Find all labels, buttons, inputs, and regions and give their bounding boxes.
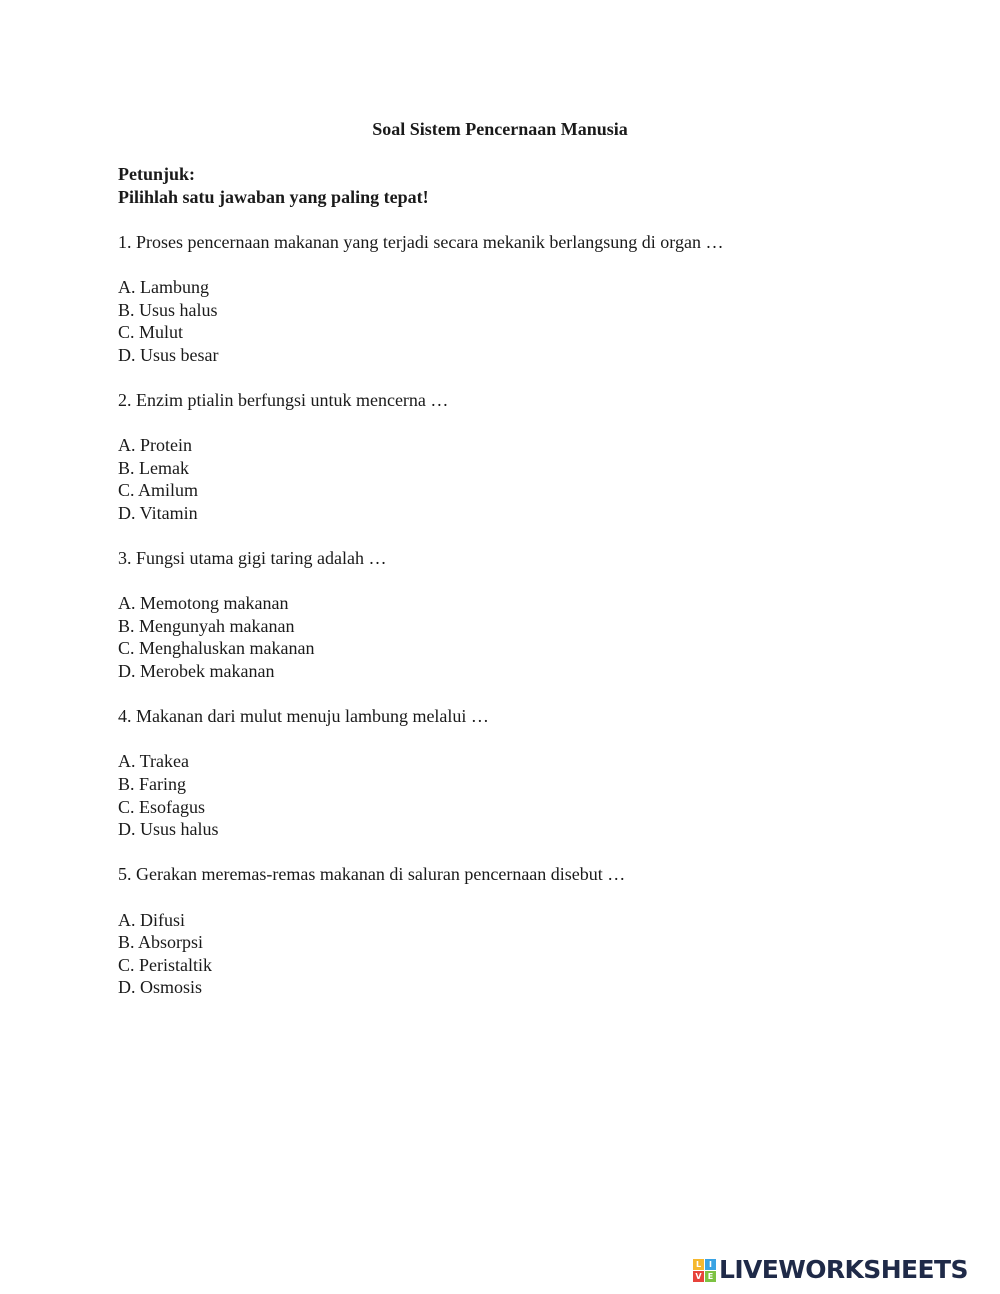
answer-option[interactable]: B. Mengunyah makanan bbox=[118, 615, 295, 636]
worksheet-content bbox=[118, 163, 958, 999]
answer-option[interactable]: D. Osmosis bbox=[118, 977, 203, 998]
answer-option[interactable]: B. Lemak bbox=[118, 457, 189, 478]
logo-tile-l: L bbox=[693, 1259, 704, 1270]
answer-option[interactable]: C. Peristaltik bbox=[118, 954, 212, 975]
logo-tile-v: V bbox=[693, 1271, 704, 1282]
logo-tile-e: E bbox=[705, 1271, 716, 1282]
instructions-heading: Petunjuk: bbox=[118, 164, 196, 184]
answer-option[interactable]: B. Faring bbox=[118, 774, 187, 795]
answer-option[interactable]: A. Trakea bbox=[118, 751, 189, 772]
question-text: 5. Gerakan meremas-remas makanan di saluran pencernaan disebut … bbox=[118, 864, 626, 885]
answer-option[interactable]: A. Lambung bbox=[118, 276, 209, 297]
logo-tile-i: I bbox=[705, 1259, 716, 1270]
answer-option[interactable]: B. Usus halus bbox=[118, 299, 218, 320]
answer-option[interactable]: D. Usus halus bbox=[118, 819, 219, 840]
answer-option[interactable]: C. Menghaluskan makanan bbox=[118, 638, 315, 659]
question-text: 1. Proses pencernaan makanan yang terjadi secara mekanik berlangsung di organ … bbox=[118, 231, 724, 252]
answer-option[interactable]: A. Protein bbox=[118, 435, 192, 456]
question-text: 4. Makanan dari mulut menuju lambung melalui … bbox=[118, 706, 489, 727]
answer-option[interactable]: C. Esofagus bbox=[118, 796, 205, 817]
worksheet-title: Soal Sistem Pencernaan Manusia bbox=[372, 119, 628, 139]
liveworksheets-logo-text: LIVEWORKSHEETS bbox=[719, 1255, 968, 1284]
answer-option[interactable]: C. Mulut bbox=[118, 322, 184, 343]
answer-option[interactable]: C. Amilum bbox=[118, 480, 199, 501]
answer-option[interactable]: D. Vitamin bbox=[118, 502, 198, 523]
answer-option[interactable]: D. Usus besar bbox=[118, 344, 219, 365]
question-text: 2. Enzim ptialin berfungsi untuk mencerna … bbox=[118, 389, 449, 410]
answer-option[interactable]: A. Difusi bbox=[118, 909, 185, 930]
answer-option[interactable]: A. Memotong makanan bbox=[118, 593, 289, 614]
question-text: 3. Fungsi utama gigi taring adalah … bbox=[118, 548, 387, 569]
answer-option[interactable]: D. Merobek makanan bbox=[118, 661, 275, 682]
liveworksheets-logo-icon bbox=[693, 1259, 716, 1282]
liveworksheets-logo bbox=[693, 1256, 968, 1284]
answer-option[interactable]: B. Absorpsi bbox=[118, 932, 204, 953]
instructions-text: Pilihlah satu jawaban yang paling tepat! bbox=[118, 186, 429, 207]
